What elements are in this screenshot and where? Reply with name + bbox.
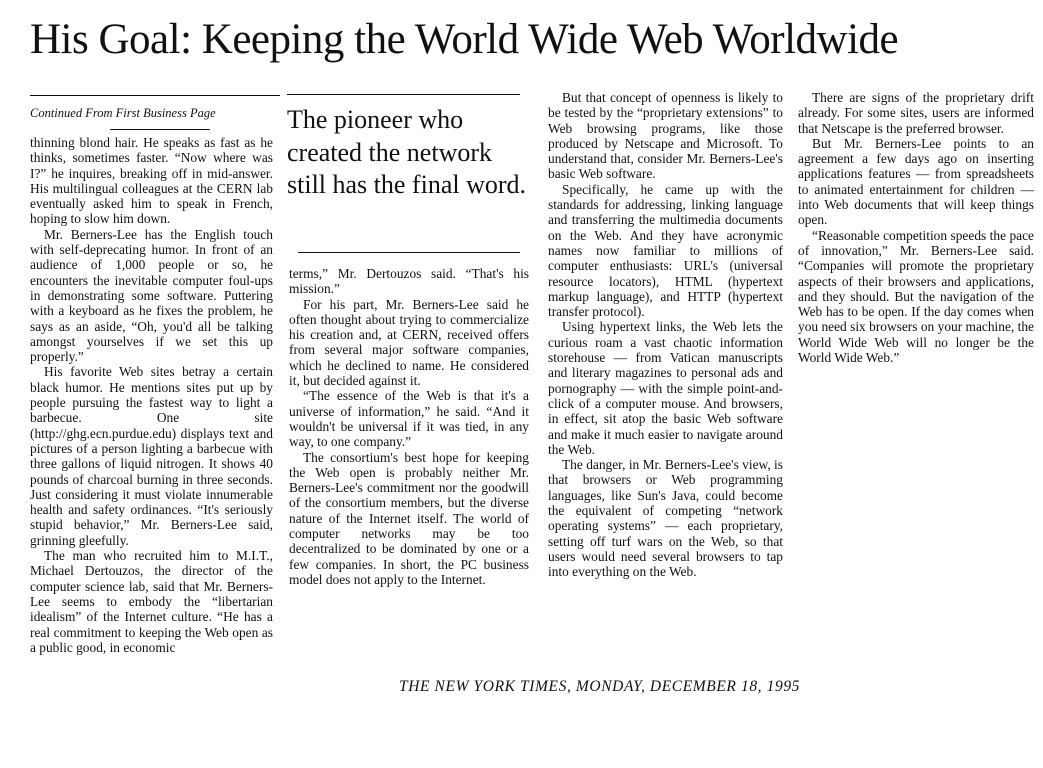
column-2 <box>289 266 529 587</box>
column-3 <box>548 90 783 580</box>
col4-paragraph: There are signs of the proprietary drift already. For some sites, users are informed that Netscape is the preferred browser. <box>798 90 1034 136</box>
col2-paragraph: For his part, Mr. Berners-Lee said he often thought about trying to commercialize his creation and, at CERN, received offers from several major software companies, which he declined to name. He considered it, but decided against it. <box>289 296 529 389</box>
col1-paragraph: His favorite Web sites betray a certain black humor. He mentions sites put up by people pursuing the fastest way to light a barbecue. One site (http://ghg.ecn.purdue.edu) displays text and pictures of a person lighting a barbecue with three gallons of liquid nitrogen. It shows 40 pounds of charcoal burning in three seconds. Just considering it must violate innumerable health and safety ordinances. “It's seriously stupid behavior,” Mr. Berners-Lee said, grinning gleefully. <box>30 364 273 548</box>
col1-paragraph: thinning blond hair. He speaks as fast as he thinks, sometimes faster. “Now where was I?” he inquires, breaking off in mid-answer. His multilingual colleagues at the CERN lab eventually asked him to speak in French, hoping to slow him down. <box>30 135 273 227</box>
col3-paragraph: Using hypertext links, the Web lets the curious roam a vast chaotic information storehouse — from Vatican manuscripts and literary magazines to personal ads and pornography — with the simple point-and-click of a computer mouse. And browsers, in effect, sit atop the basic Web software and make it much easier to navigate around the Web. <box>548 319 783 457</box>
col4-paragraph: But Mr. Berners-Lee points to an agreement a few days ago on inserting applications features — from spreadsheets to animated entertainment for children — into Web documents that will keep things open. <box>798 135 1034 228</box>
rule-continued-under <box>110 129 210 130</box>
col2-paragraph: “The essence of the Web is that it's a universe of information,” he said. “And it wouldn't be universal if it was tied, in any way, to one company.” <box>289 388 529 450</box>
col1-paragraph: The man who recruited him to M.I.T., Michael Dertouzos, the director of the computer science lab, said that Mr. Berners-Lee seems to embody the “libertarian idealism” of the Internet culture. “He has a real commitment to keeping the Web open as a public good, in economic <box>30 548 273 655</box>
col4-paragraph: “Reasonable competition speeds the pace of innovation,” Mr. Berners-Lee said. “Companies will promote the proprietary aspects of their browsers and applications, and they should. But the navigation of the Web has to be open. If the day comes when you need six browsers on your machine, the World Wide Web will no longer be the World Wide Web.” <box>798 227 1034 366</box>
col1-paragraph: Mr. Berners-Lee has the English touch with self-deprecating humor. In front of an audience of 1,000 people or so, he encounters the inevitable computer foul-ups in demonstrating some software. Puttering with a keyboard as he fixes the problem, he says as an aside, “Oh, you'd all be talking amongst yourselves if we set this up properly.” <box>30 226 273 365</box>
headline: His Goal: Keeping the World Wide Web Worldwide <box>30 16 899 63</box>
col3-paragraph: The danger, in Mr. Berners-Lee's view, is that browsers or Web programming languages, like Sun's Java, could become the equivalent of competing “network operating systems” — each proprietary, setting off turf wars on the Web, so that users would need several browsers to tap into everything on the Web. <box>548 457 783 580</box>
column-4 <box>798 90 1034 365</box>
column-1 <box>30 135 273 655</box>
col2-paragraph: terms,” Mr. Dertouzos said. “That's his mission.” <box>289 266 529 297</box>
newspaper-dateline: THE NEW YORK TIMES, MONDAY, DECEMBER 18, 1995 <box>399 678 801 695</box>
col2-paragraph: The consortium's best hope for keeping the Web open is probably neither Mr. Berners-Lee's commitment nor the goodwill of the consortium members, but the diverse nature of the Internet itself. The world of computer networks may be too decentralized to be dominated by one or a few companies. In short, the PC business model does not apply to the Internet. <box>289 449 529 587</box>
rule-pullquote-bottom <box>298 252 520 253</box>
rule-col1-top <box>30 95 280 96</box>
pull-quote: The pioneer who created the network still has the final word. <box>287 105 527 199</box>
col3-paragraph: Specifically, he came up with the standards for addressing, linking language and transferring the multimedia documents on the Web. And they have acronymic names now familiar to millions of computer enthusiasts: URL's (universal resource locators), HTML (hypertext markup language), and HTTP (hypertext transfer protocol). <box>548 181 783 320</box>
col3-paragraph: But that concept of openness is likely to be tested by the “proprietary extensions” to Web browsing programs, like those produced by Netscape and Microsoft. To understand that, consider Mr. Berners-Lee's basic Web software. <box>548 90 783 182</box>
rule-pullquote-top <box>287 94 520 95</box>
continued-line: Continued From First Business Page <box>30 106 216 120</box>
